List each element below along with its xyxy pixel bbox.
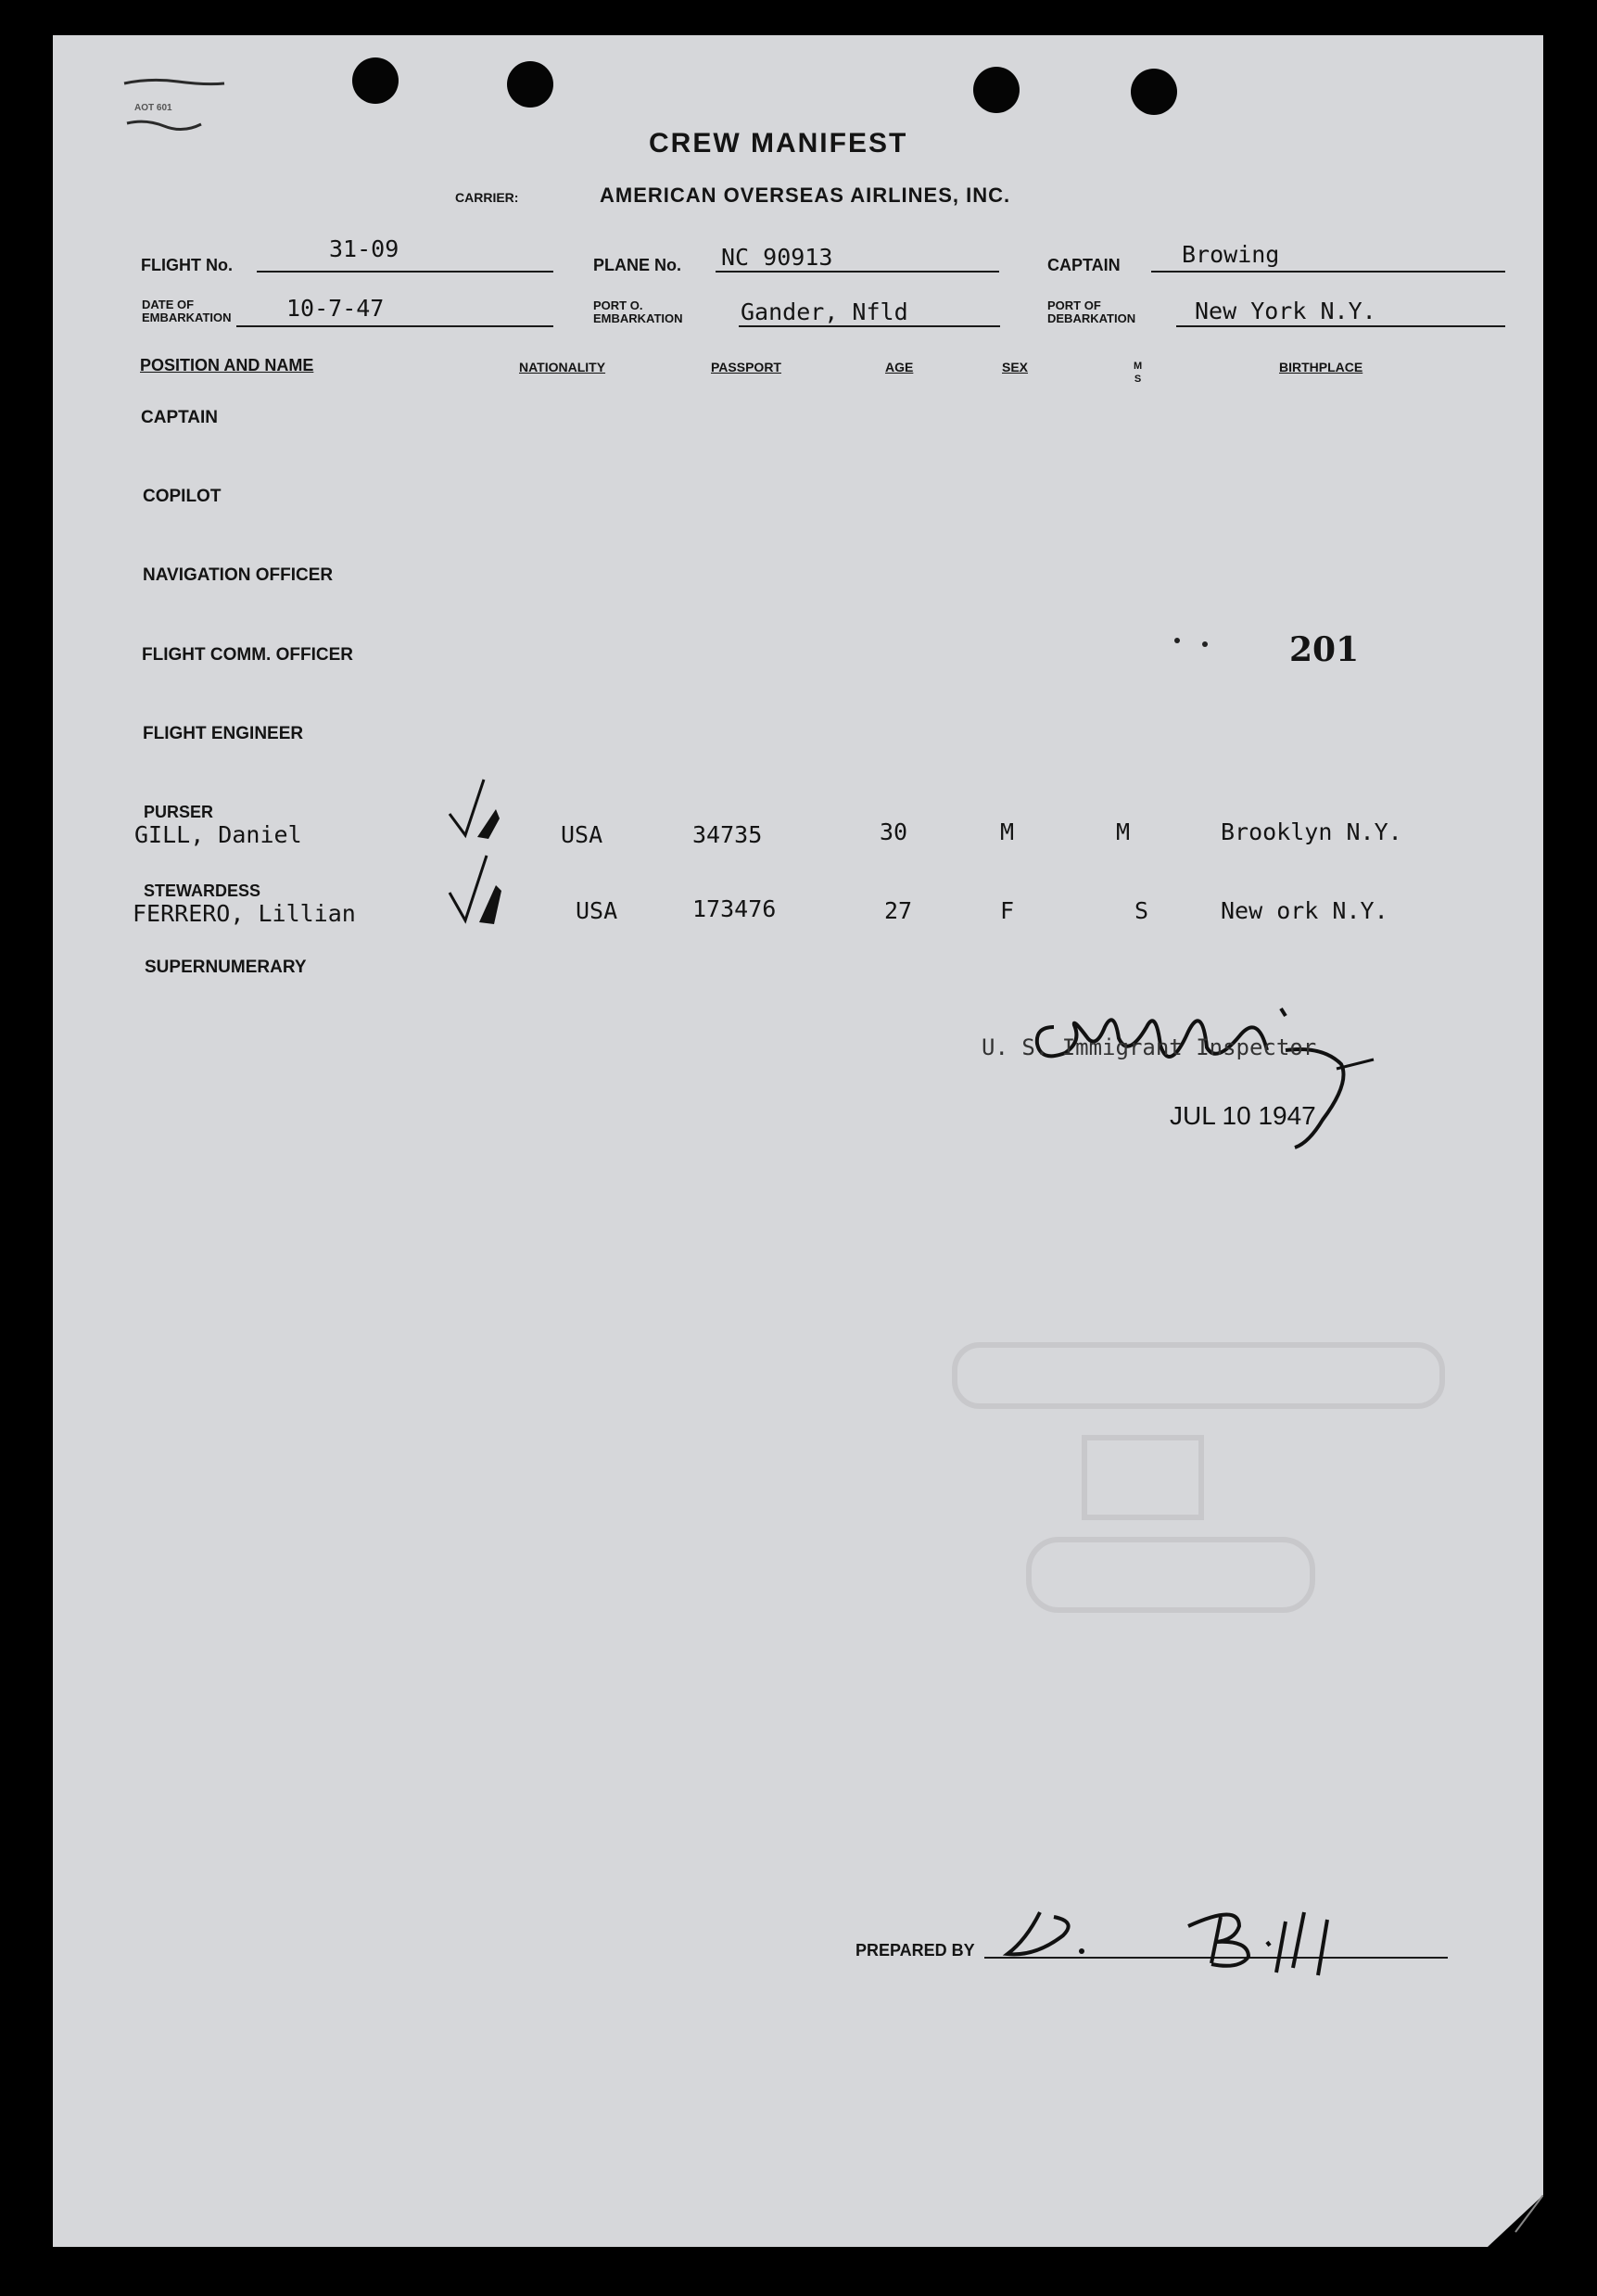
date-value: 10-7-47 [286, 295, 385, 322]
captain-label: CAPTAIN [1047, 256, 1121, 274]
column-birthplace: BIRTHPLACE [1279, 360, 1363, 374]
carrier-label: CARRIER: [455, 190, 519, 205]
crew-passport: 173476 [692, 895, 777, 922]
crew-nationality: USA [576, 897, 618, 924]
inspector-title: U. S. Immigrant Inspector [982, 1034, 1317, 1060]
crew-sex: M [1000, 818, 1015, 845]
bleed-through [915, 1324, 1471, 1639]
crew-marital: S [1134, 897, 1149, 924]
port-embarkation-value: Gander, Nfld [741, 298, 908, 325]
plane-number-line [716, 271, 999, 273]
stamp-dots [1174, 638, 1180, 643]
role-flight-comm-officer: FLIGHT COMM. OFFICER [142, 645, 353, 665]
prepared-by-label: PREPARED BY [856, 1941, 975, 1960]
column-age: AGE [885, 360, 914, 374]
plane-number-label: PLANE No. [593, 256, 682, 274]
column-position: POSITION AND NAME [140, 356, 314, 374]
crew-age: 27 [884, 897, 913, 924]
flight-number-line [257, 271, 553, 273]
date-label: DATE OF EMBARKATION [142, 298, 232, 324]
flight-number-label: FLIGHT No. [141, 256, 233, 274]
role-supernumerary: SUPERNUMERARY [145, 958, 307, 977]
preparer-signature [989, 1884, 1471, 1986]
check-mark-icon [442, 772, 516, 846]
crew-birthplace: Brooklyn N.Y. [1221, 818, 1402, 845]
crew-name: GILL, Daniel [134, 821, 302, 848]
role-flight-engineer: FLIGHT ENGINEER [143, 724, 304, 743]
crew-birthplace: New ork N.Y. [1221, 897, 1388, 924]
crew-passport: 34735 [692, 821, 763, 848]
crew-marital: M [1116, 818, 1131, 845]
column-passport: PASSPORT [711, 360, 781, 374]
column-nationality: NATIONALITY [519, 360, 606, 374]
column-marital: M S [1134, 361, 1143, 385]
check-mark-icon [442, 846, 516, 930]
punch-hole [352, 57, 399, 104]
punch-hole [973, 67, 1020, 113]
plane-number-value: NC 90913 [721, 244, 833, 271]
punch-hole [1131, 69, 1177, 115]
crew-role-stewardess: STEWARDESS [144, 882, 261, 900]
page-title: CREW MANIFEST [649, 128, 908, 159]
column-sex: SEX [1002, 360, 1029, 374]
inspector-date: JUL 10 1947 [1170, 1101, 1316, 1130]
crew-age: 30 [880, 818, 908, 845]
page-number-stamp: 201 [1289, 630, 1360, 669]
crew-nationality: USA [561, 821, 603, 848]
flight-number-value: 31-09 [329, 235, 399, 262]
role-captain: CAPTAIN [141, 408, 219, 427]
manifest-page [53, 35, 1543, 2247]
form-code: AOT 601 [134, 103, 172, 113]
port-embarkation-label: PORT O. EMBARKATION [593, 298, 683, 325]
crew-role-purser: PURSER [144, 803, 214, 821]
captain-value: Browing [1182, 241, 1280, 268]
role-copilot: COPILOT [143, 487, 222, 506]
punch-hole [507, 61, 553, 108]
captain-line [1151, 271, 1505, 273]
port-embarkation-line [739, 325, 1000, 327]
carrier-name: AMERICAN OVERSEAS AIRLINES, INC. [600, 184, 1011, 207]
port-debarkation-value: New York N.Y. [1195, 298, 1376, 324]
crew-sex: F [1000, 897, 1015, 924]
port-debarkation-line [1176, 325, 1505, 327]
crew-name: FERRERO, Lillian [133, 900, 356, 927]
role-navigation-officer: NAVIGATION OFFICER [143, 565, 334, 585]
stamp-dots [1202, 641, 1208, 647]
port-debarkation-label: PORT OF DEBARKATION [1047, 298, 1136, 325]
folded-corner [1488, 2195, 1543, 2247]
date-line [236, 325, 553, 327]
